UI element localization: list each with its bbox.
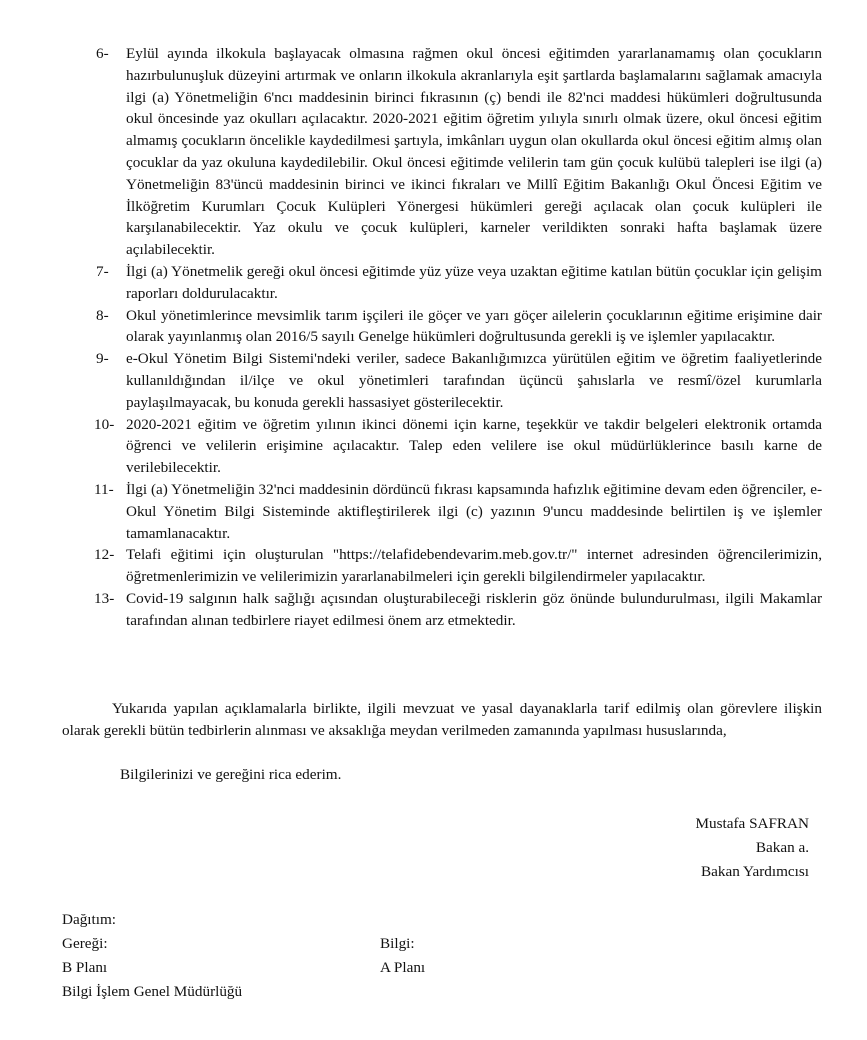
list-item-13 [96, 588, 822, 632]
item-text: Okul yönetimlerince mevsimlik tarım işçileri ile göçer ve yarı göçer ailelerin çocuklarının eğitime erişimine dair olarak yayınlanmış olan 2016/5 sayılı Genelge hükümleri doğrultusunda gerekli iş ve işlemler yapılacaktır. [126, 306, 822, 346]
action-plan: B Planı [62, 959, 108, 976]
item-number: 6- [96, 45, 109, 62]
distribution-block [62, 908, 762, 1004]
distribution-headers-row [62, 932, 762, 956]
list-item-8 [96, 305, 822, 349]
item-number: 11- [94, 480, 114, 498]
item-number: 12- [94, 546, 115, 564]
item-text: Covid-19 salgının halk sağlığı açısından oluşturabileceği risklerin göz önünde bulundurulması, ilgili Makamlar tarafından alınan tedbirlere riayet edilmesi önem arz etmektedir. [126, 589, 822, 629]
distribution-unit-row [62, 980, 762, 1004]
list-item-12 [96, 544, 822, 588]
signatory-title: Bakan Yardımcısı [701, 863, 809, 880]
closing-paragraph: Yukarıda yapılan açıklamalarla birlikte, ilgili mevzuat ve yasal dayanaklarla tarif edilmiş olan görevlere ilişkin olarak gerekli bütün tedbirlerin alınması ve aksaklığa meydan verilmeden zamanında yapılması hususlarında, [62, 700, 822, 739]
signatory-name: Mustafa SAFRAN [695, 815, 809, 832]
request-line: Bilgilerinizi ve gereğini rica ederim. [120, 766, 342, 783]
list-item-7 [96, 261, 822, 305]
item-number: 8- [96, 306, 109, 324]
item-number: 7- [96, 262, 109, 280]
item-text: İlgi (a) Yönetmelik gereği okul öncesi eğitimde yüz yüze veya uzaktan eğitime katılan bütün çocuklar için gelişim raporları doldurulacaktır. [126, 262, 822, 302]
item-number: 13- [94, 589, 115, 607]
item-number: 10- [94, 415, 115, 433]
distribution-plans-row [62, 956, 762, 980]
item-text: 2020-2021 eğitim ve öğretim yılının ikinci dönemi için karne, teşekkür ve takdir belgeleri elektronik ortamda öğrenci ve velilerin erişimine açılacaktır. Talep eden velilere ise okul müdürlüklerince basılı karne de verilebilecektir. [126, 415, 822, 477]
distribution-heading-row [62, 908, 762, 932]
item-text: Eylül ayında ilkokula başlayacak olmasına rağmen okul öncesi eğitimden yararlanamamış olan çocukların hazırbulunuşluk düzeyini artırmak ve onların ilkokula akranlarıyla eşit şartlarda başlamalarını sağlamak amacıyla ilgi (a) Yönetmeliğin 6'ncı maddesinin birinci fıkrasının (ç) bendi ile 82'nci maddesi hükümleri doğrultusunda okul öncesinde yaz okulları açılacaktır. 2020-2021 eğitim öğretim yılıyla sınırlı olmak üzere, okul öncesi eğitim almamış çocukların öncelikle kaydedilmesi şartıyla, imkânları uygun olan okullarda okul öncesi eğitim almış olan çocuklar da yaz okuluna kaydedilebilir. Okul öncesi eğitimde velilerin tam gün çocuk kulübü talepleri ise ilgi (a) Yönetmeliğin 83'üncü maddesinin birinci ve ikinci fıkraları ve Millî Eğitim Bakanlığı Okul Öncesi Eğitim ve İlköğretim Kurumları Çocuk Kulüpleri Yönergesi hükümleri gereği açılacak olan çocuk kulüpleri ile karşılanabilecektir. Yaz okulu ve çocuk kulüpleri, karneler verildikten sonraki hafta başlamak üzere açılabilecektir. [126, 45, 822, 259]
info-heading: Bilgi: [380, 935, 415, 952]
list-item-6 [96, 43, 822, 261]
list-item-11 [96, 479, 822, 544]
distribution-heading: Dağıtım: [62, 911, 116, 928]
item-text: e-Okul Yönetim Bilgi Sistemi'ndeki veriler, sadece Bakanlığımızca yürütülen eğitim ve öğretim faaliyetlerinde kullanıldığından il/ilçe ve okul yönetimleri tarafından üçüncü şahıslarla ve resmî/özel kurumlarla paylaşılmayacak, bu konuda gerekli hassasiyet gösterilecektir. [126, 350, 822, 411]
item-text: İlgi (a) Yönetmeliğin 32'nci maddesinin dördüncü fıkrası kapsamında hafızlık eğitimine devam eden öğrenciler, e-Okul Yönetim Bilgi Sisteminde aktifleştirilerek ilgi (c) yazının 9'uncu maddesinde belirtilen iş ve işlemler tamamlanacaktır. [126, 480, 822, 542]
signatory-on-behalf: Bakan a. [755, 839, 809, 856]
list-item-9 [96, 348, 822, 413]
action-heading: Gereği: [62, 935, 108, 952]
signature-block [696, 812, 810, 884]
item-number: 9- [96, 350, 109, 368]
item-text: Telafi eğitimi için oluşturulan "https://telafidebendevarim.meb.gov.tr/" internet adresinden öğrencilerimizin, öğretmenlerimizin ve velilerimizin yararlanabilmeleri için gerekli bilgilendirmeler yapılacaktır. [126, 546, 822, 586]
info-plan: A Planı [380, 959, 426, 976]
numbered-list [96, 43, 822, 632]
action-unit: Bilgi İşlem Genel Müdürlüğü [62, 983, 243, 1000]
list-item-10 [96, 414, 822, 479]
